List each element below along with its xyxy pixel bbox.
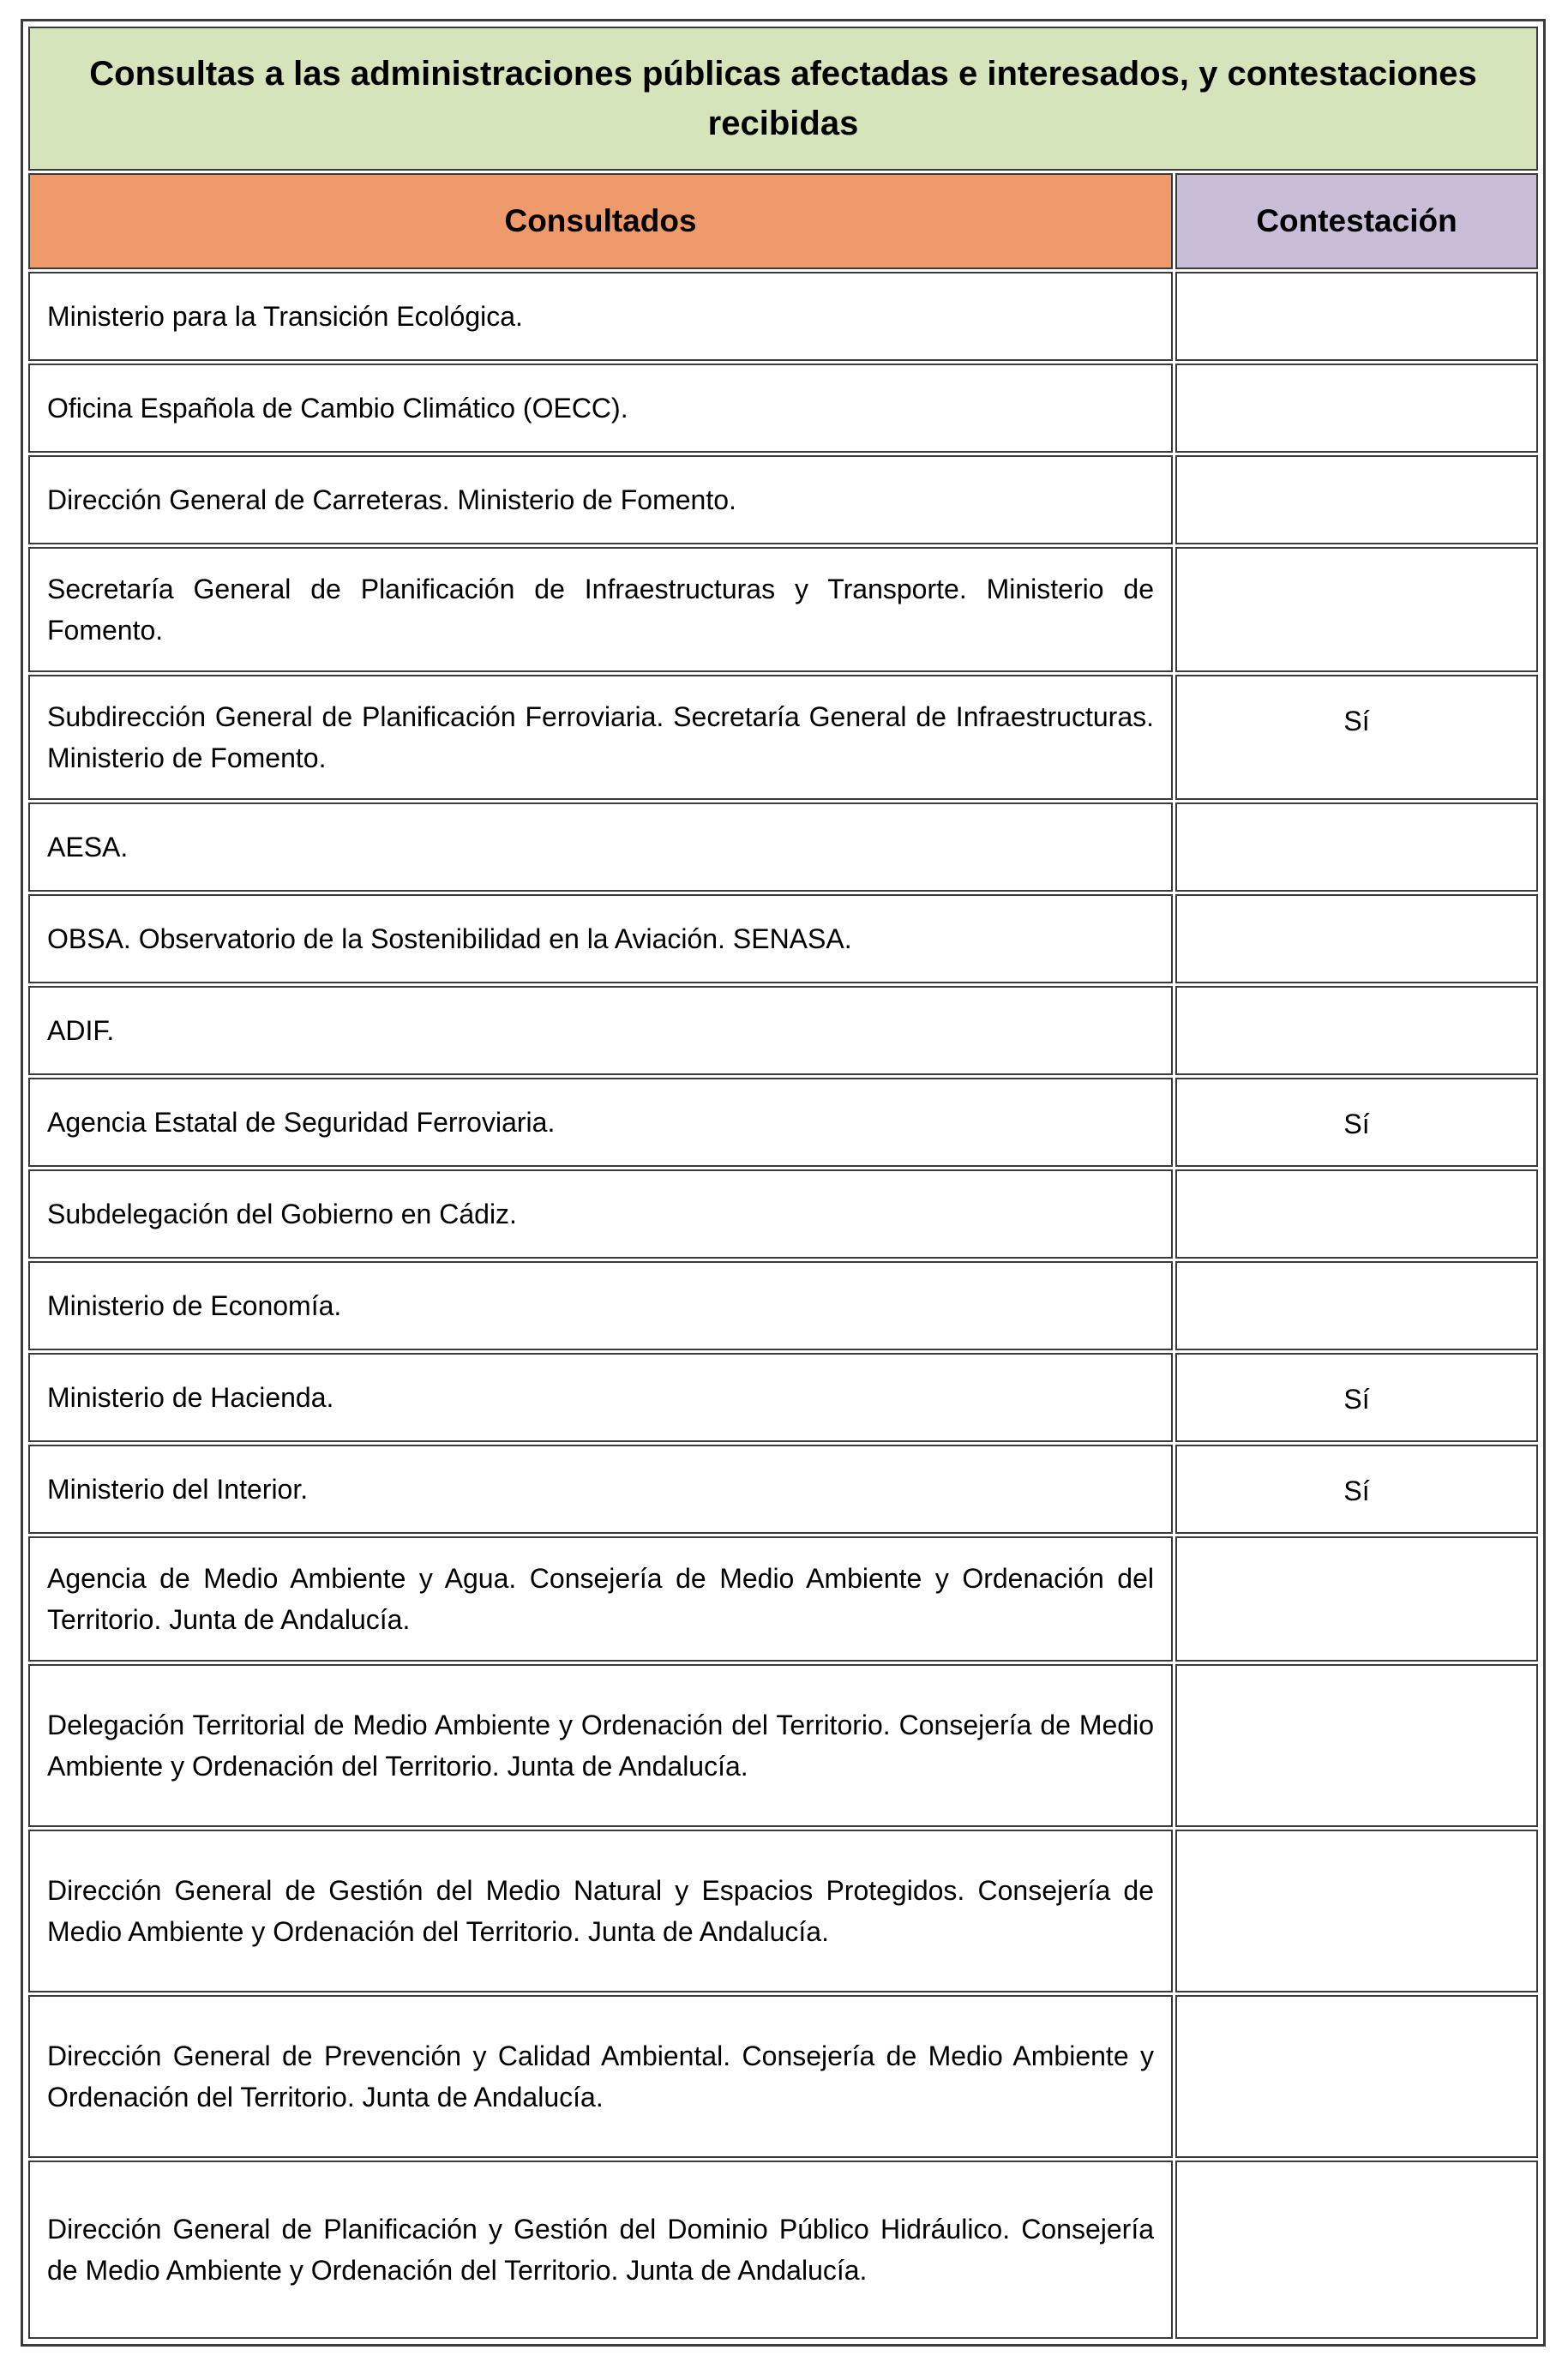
contestacion-cell: [1175, 1445, 1538, 1534]
consultado-cell: Agencia Estatal de Seguridad Ferroviaria.: [28, 1078, 1173, 1167]
contestacion-cell: [1175, 364, 1538, 453]
header-contestacion: Contestación: [1175, 173, 1538, 269]
contestacion-cell: [1175, 2161, 1538, 2339]
table-row: [28, 1169, 1538, 1259]
consultado-cell: OBSA. Observatorio de la Sostenibilidad en la Aviación. SENASA.: [28, 894, 1173, 983]
consultado-cell: Subdelegación del Gobierno en Cádiz.: [28, 1169, 1173, 1259]
contestacion-cell: [1175, 547, 1538, 672]
consultado-cell: Ministerio del Interior.: [28, 1445, 1173, 1534]
contestacion-cell: [1175, 1078, 1538, 1167]
contestacion-value: Sí: [1343, 1475, 1370, 1506]
contestacion-cell: [1175, 1261, 1538, 1350]
table-row: [28, 1261, 1538, 1350]
consultado-cell: Ministerio de Economía.: [28, 1261, 1173, 1350]
contestacion-cell: [1175, 1169, 1538, 1259]
consultado-cell: Agencia de Medio Ambiente y Agua. Consejería de Medio Ambiente y Ordenación del Territorio. Junta de Andalucía.: [28, 1536, 1173, 1662]
contestacion-cell: [1175, 1664, 1538, 1827]
table-title: Consultas a las administraciones públicas afectadas e interesados, y contestaciones recibidas: [28, 27, 1538, 171]
consultado-cell: Subdirección General de Planificación Ferroviaria. Secretaría General de Infraestructuras. Ministerio de Fomento.: [28, 675, 1173, 800]
table-row: [28, 894, 1538, 983]
consultado-cell: Ministerio para la Transición Ecológica.: [28, 272, 1173, 361]
table-row: [28, 1664, 1538, 1827]
contestacion-cell: [1175, 1830, 1538, 1992]
table-row: [28, 272, 1538, 361]
contestacion-value: Sí: [1343, 1109, 1370, 1139]
consultations-table-frame: [21, 19, 1546, 2347]
table-row: [28, 986, 1538, 1075]
header-row: [28, 173, 1538, 269]
contestacion-value: Sí: [1343, 706, 1370, 736]
table-row: [28, 675, 1538, 800]
consultado-cell: Dirección General de Carreteras. Ministerio de Fomento.: [28, 455, 1173, 544]
table-row: [28, 455, 1538, 544]
contestacion-cell: [1175, 986, 1538, 1075]
table-row: [28, 364, 1538, 453]
table-row: [28, 1445, 1538, 1534]
consultado-cell: Dirección General de Planificación y Gestión del Dominio Público Hidráulico. Consejería de Medio Ambiente y Ordenación del Territorio. Junta de Andalucía.: [28, 2161, 1173, 2339]
contestacion-cell: [1175, 894, 1538, 983]
table-row: [28, 2161, 1538, 2339]
consultado-cell: Dirección General de Prevención y Calidad Ambiental. Consejería de Medio Ambiente y Ordenación del Territorio. Junta de Andalucía.: [28, 1995, 1173, 2158]
table-row: [28, 1078, 1538, 1167]
table-row: [28, 1353, 1538, 1442]
contestacion-cell: [1175, 675, 1538, 800]
consultado-cell: Delegación Territorial de Medio Ambiente y Ordenación del Territorio. Consejería de Medio Ambiente y Ordenación del Territorio. Junta de Andalucía.: [28, 1664, 1173, 1827]
table-row: [28, 547, 1538, 672]
contestacion-value: Sí: [1343, 1384, 1370, 1415]
contestacion-cell: [1175, 1353, 1538, 1442]
consultado-cell: Dirección General de Gestión del Medio Natural y Espacios Protegidos. Consejería de Medio Ambiente y Ordenación del Territorio. Junta de Andalucía.: [28, 1830, 1173, 1992]
table-row: [28, 1995, 1538, 2158]
consultado-cell: Oficina Española de Cambio Climático (OECC).: [28, 364, 1173, 453]
consultado-cell: ADIF.: [28, 986, 1173, 1075]
contestacion-cell: [1175, 802, 1538, 892]
contestacion-cell: [1175, 1536, 1538, 1662]
consultado-cell: Ministerio de Hacienda.: [28, 1353, 1173, 1442]
header-consultados: Consultados: [28, 173, 1173, 269]
consultado-cell: AESA.: [28, 802, 1173, 892]
contestacion-cell: [1175, 272, 1538, 361]
table-row: [28, 1536, 1538, 1662]
title-row: [28, 27, 1538, 171]
consultations-table: [26, 24, 1541, 2341]
consultado-cell: Secretaría General de Planificación de Infraestructuras y Transporte. Ministerio de Fomento.: [28, 547, 1173, 672]
contestacion-cell: [1175, 1995, 1538, 2158]
table-row: [28, 802, 1538, 892]
table-row: [28, 1830, 1538, 1992]
contestacion-cell: [1175, 455, 1538, 544]
